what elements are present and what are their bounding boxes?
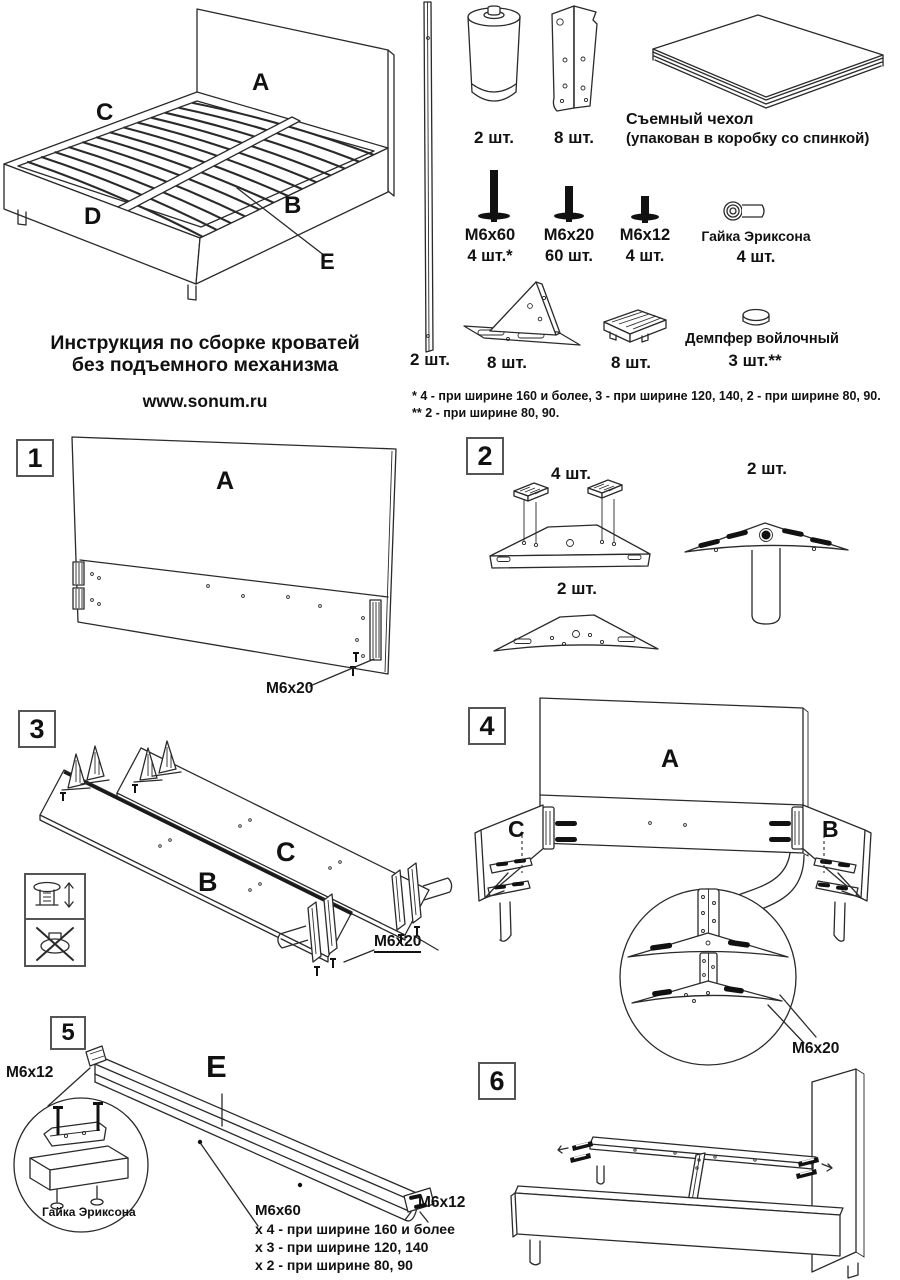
step-5-beam-label: E	[206, 1049, 227, 1084]
slat-holder-part	[598, 308, 670, 348]
step-6-illustration	[470, 1060, 900, 1280]
step-5-fastener-right-label: M6x12	[418, 1194, 466, 1211]
step-4-rail-b-label: B	[822, 816, 839, 842]
bolt-m6x20-icon	[548, 184, 590, 226]
overview-label-c: C	[96, 99, 114, 126]
website-text: www.sonum.ru	[142, 391, 268, 411]
doc-title	[45, 332, 365, 376]
step-2-number: 2	[477, 440, 493, 471]
footnote-2: ** 2 - при ширине 80, 90.	[412, 406, 560, 420]
step-3-number: 3	[29, 713, 45, 744]
step-4-rail-c-label: C	[508, 816, 525, 842]
step-2-plates-qty: 2 шт.	[557, 579, 597, 598]
footnote-1: * 4 - при ширине 160 и более, 3 - при ширине 120, 140, 2 - при ширине 80, 90.	[412, 389, 881, 403]
doc-title-line2: без подъемного механизма	[71, 354, 339, 376]
bolt-m6x60-qty: 4 шт.*	[467, 247, 513, 265]
overview-label-a: A	[252, 69, 270, 96]
step-6-number: 6	[489, 1065, 505, 1096]
leg-screw-incorrect-icon	[29, 924, 81, 962]
doc-title-line1: Инструкция по сборке кроватей	[50, 332, 360, 354]
leg-qty: 2 шт.	[474, 128, 514, 147]
step-1-number: 1	[27, 442, 43, 473]
corner-bracket-qty: 8 шт.	[554, 128, 594, 147]
bolt-m6x12-qty: 4 шт.	[625, 247, 665, 265]
step-3-rail-c-label: C	[276, 837, 296, 867]
overview-label-e: E	[320, 249, 335, 274]
step-2-illustration	[470, 455, 900, 687]
overview-label-d: D	[84, 203, 102, 230]
step-1-box	[16, 439, 54, 477]
erikson-nut-name: Гайка Эриксона	[701, 228, 811, 244]
step-5-nut-label: Гайка Эриксона	[42, 1205, 136, 1219]
leg-screw-correct-cell	[24, 873, 86, 922]
step-3-fastener-label: M6x20	[374, 933, 421, 953]
step-1-fastener-label: M6x20	[266, 680, 314, 697]
cover-name: Съемный чехол	[626, 111, 754, 128]
felt-damper-name: Демпфер войлочный	[685, 331, 839, 347]
cover-note: (упакован в коробку со спинкой)	[626, 130, 870, 147]
bed-overview-illustration	[0, 0, 415, 315]
step-5-number: 5	[61, 1019, 75, 1046]
step-2-pads-qty: 4 шт.	[551, 464, 591, 483]
erikson-nut-icon	[722, 200, 768, 224]
leg-part	[462, 4, 526, 122]
cover-part	[645, 8, 890, 114]
step-5-note-line-1: x 4 - при ширине 160 и более	[255, 1221, 455, 1237]
bolt-m6x20-qty: 60 шт.	[545, 247, 593, 265]
overview-label-b: B	[284, 192, 302, 219]
bolt-m6x60-name: M6x60	[464, 226, 516, 244]
step-5-note-line-3: x 2 - при ширине 80, 90	[255, 1257, 413, 1273]
step-4-fastener-label: M6x20	[792, 1040, 840, 1057]
felt-damper-part	[736, 306, 776, 332]
bolt-m6x60-icon	[472, 168, 516, 226]
side-rail-part	[416, 0, 442, 356]
bolt-m6x20-name: M6x20	[543, 226, 595, 244]
step-4-number: 4	[479, 710, 495, 741]
step-3-rail-b-label: B	[198, 867, 218, 897]
felt-damper-qty: 3 шт.**	[728, 351, 782, 370]
step-2-legs-qty: 2 шт.	[747, 459, 787, 478]
bolt-m6x12-name: M6x12	[619, 226, 671, 244]
bolt-m6x12-icon	[624, 194, 666, 226]
step-5-fastener-left-label: M6x12	[6, 1064, 54, 1081]
erikson-nut-qty: 4 шт.	[736, 248, 776, 266]
step-4-panel-label: A	[661, 745, 680, 773]
gusset-plate-part	[460, 276, 588, 348]
gusset-plate-qty: 8 шт.	[487, 353, 527, 372]
side-rail-qty: 2 шт.	[410, 350, 450, 369]
corner-bracket-part	[546, 2, 602, 116]
step-1-panel-label: A	[216, 467, 235, 495]
slat-holder-qty: 8 шт.	[611, 353, 651, 372]
leg-screw-correct-icon	[29, 879, 81, 917]
step-4-illustration	[460, 695, 900, 1095]
step-5-note-title: M6x60	[255, 1202, 301, 1219]
leg-screw-incorrect-cell	[24, 918, 86, 967]
step-5-note-line-2: x 3 - при ширине 120, 140	[255, 1239, 429, 1255]
